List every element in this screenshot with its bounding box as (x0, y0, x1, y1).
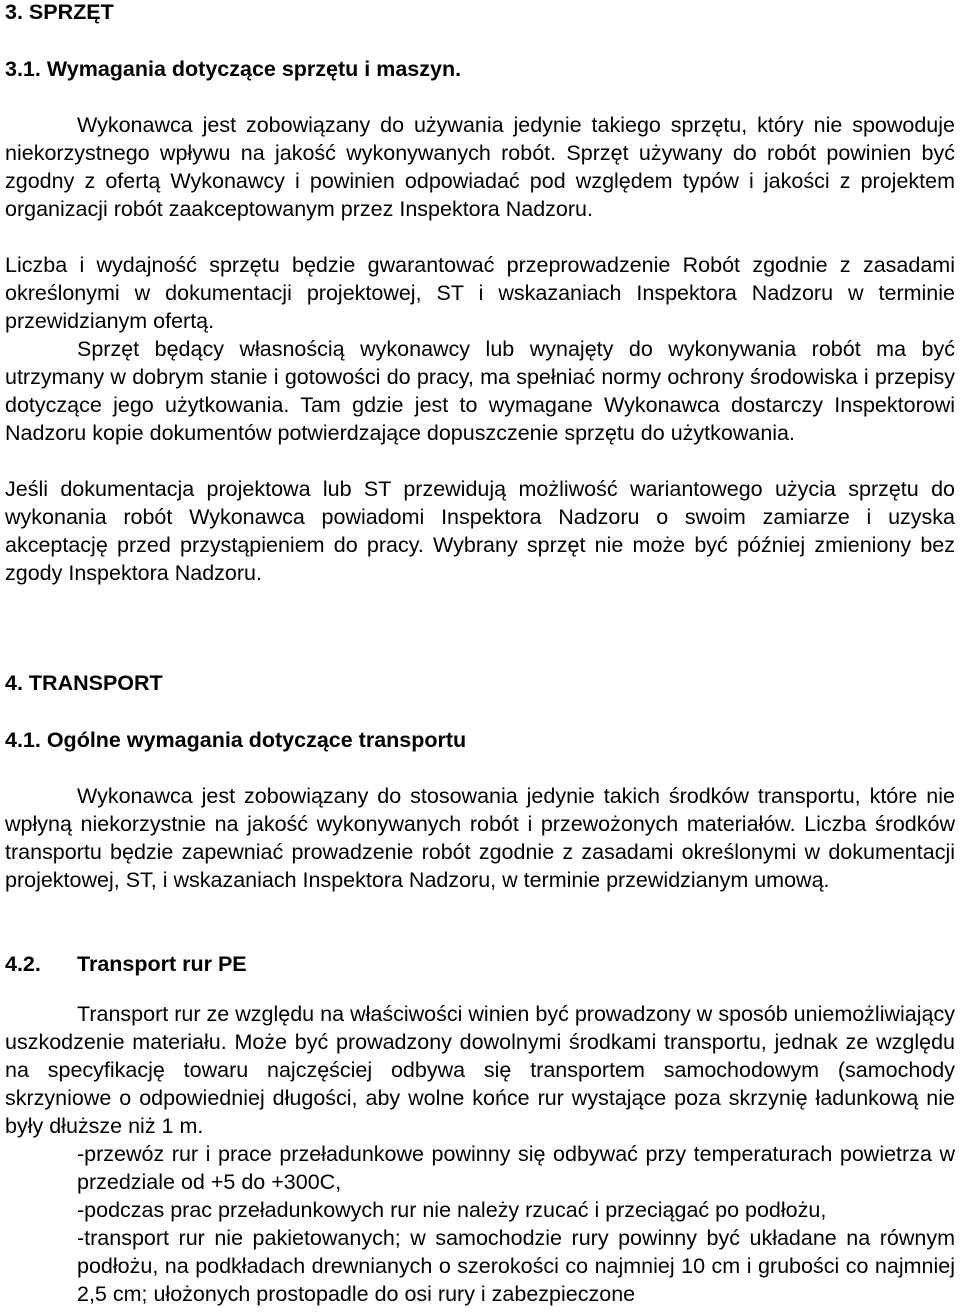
section-4-1-heading: 4.1. Ogólne wymagania dotyczące transportu (5, 728, 467, 752)
section-3-1-paragraph-4 (5, 475, 955, 587)
bullet-item-loose-pipes: -transport rur nie pakietowanych; w samochodzie rury powinny być układane na równym podłożu, na podkładach drewnianych o szerokości co najmniej 10 cm i grubości co najmniej 2,5 cm; ułożonych prostopadle do osi rury i zabezpieczone (77, 1226, 955, 1306)
section-3-1-paragraph-2-text: Liczba i wydajność sprzętu będzie gwarantować przeprowadzenie Robót zgodnie z zasadami określonymi w dokumentacji projektowej, ST i wskazaniach Inspektora Nadzoru w terminie przewidzianym ofertą. (5, 253, 955, 333)
section-4-2-bullet-list (77, 1140, 955, 1308)
section-4-2-number: 4.2. (5, 952, 41, 976)
section-3-heading: 3. SPRZĘT (5, 0, 114, 24)
section-3-1-paragraph-1-text: Wykonawca jest zobowiązany do używania jedynie takiego sprzętu, który nie spowoduje niekorzystnego wpływu na jakość wykonywanych robót. Sprzęt używany do robót powinien być zgodny z ofertą Wykonawcy i powinien odpowiadać pod względem typów i jakości z projektem organizacji robót zaakceptowanym przez Inspektora Nadzoru. (5, 113, 955, 221)
section-4-heading: 4. TRANSPORT (5, 671, 163, 695)
section-3-1-heading: 3.1. Wymagania dotyczące sprzętu i maszyn. (5, 57, 462, 81)
section-3-1-paragraph-3 (5, 335, 955, 447)
section-4-1-paragraph-1-text: Wykonawca jest zobowiązany do stosowania jedynie takich środków transportu, które nie wpłyną niekorzystnie na jakość wykonywanych robót i przewożonych materiałów. Liczba środków transportu będzie zapewniać prowadzenie robót zgodnie z zasadami określonymi w dokumentacji projektowej, ST, i wskazaniach Inspektora Nadzoru, w terminie przewidzianym umową. (5, 784, 955, 892)
section-3-1-paragraph-2 (5, 251, 955, 335)
section-4-1-paragraph-1 (5, 782, 955, 894)
section-4-2-title: Transport rur PE (77, 952, 247, 976)
section-3-1-paragraph-3-text: Sprzęt będący własnością wykonawcy lub wynajęty do wykonywania robót ma być utrzymany w dobrym stanie i gotowości do pracy, ma spełniać normy ochrony środowiska i przepisy dotyczące jego użytkowania. Tam gdzie jest to wymagane Wykonawca dostarczy Inspektorowi Nadzoru kopie dokumentów potwierdzające dopuszczenie sprzętu do użytkowania. (5, 337, 955, 445)
bullet-item-temperature: -przewóz rur i prace przeładunkowe powinny się odbywać przy temperaturach powietrza w przedziale od +5 do +300C, (77, 1142, 955, 1194)
section-4-2-paragraph-1 (5, 1000, 955, 1140)
section-4-2-paragraph-1-text: Transport rur ze względu na właściwości winien być prowadzony w sposób uniemożliwiający uszkodzenie materiału. Może być prowadzony dowolnymi środkami transportu, jednak ze względu na specyfikację towaru najczęściej odbywa się transportem samochodowym (samochody skrzyniowe o odpowiedniej długości, aby wolne końce rur wystające poza skrzynię ładunkową nie były dłuższe niż 1 m. (5, 1002, 955, 1138)
section-3-1-paragraph-4-text: Jeśli dokumentacja projektowa lub ST przewidują możliwość wariantowego użycia sprzętu do wykonania robót Wykonawca powiadomi Inspektora Nadzoru o swoim zamiarze i uzyska akceptację przed przystąpieniem do pracy. Wybrany sprzęt nie może być później zmieniony bez zgody Inspektora Nadzoru. (5, 477, 955, 585)
section-4-2-heading (5, 950, 247, 978)
bullet-item-no-throwing: -podczas prac przeładunkowych rur nie należy rzucać i przeciągać po podłożu, (77, 1198, 827, 1222)
section-3-1-paragraph-1 (5, 111, 955, 223)
